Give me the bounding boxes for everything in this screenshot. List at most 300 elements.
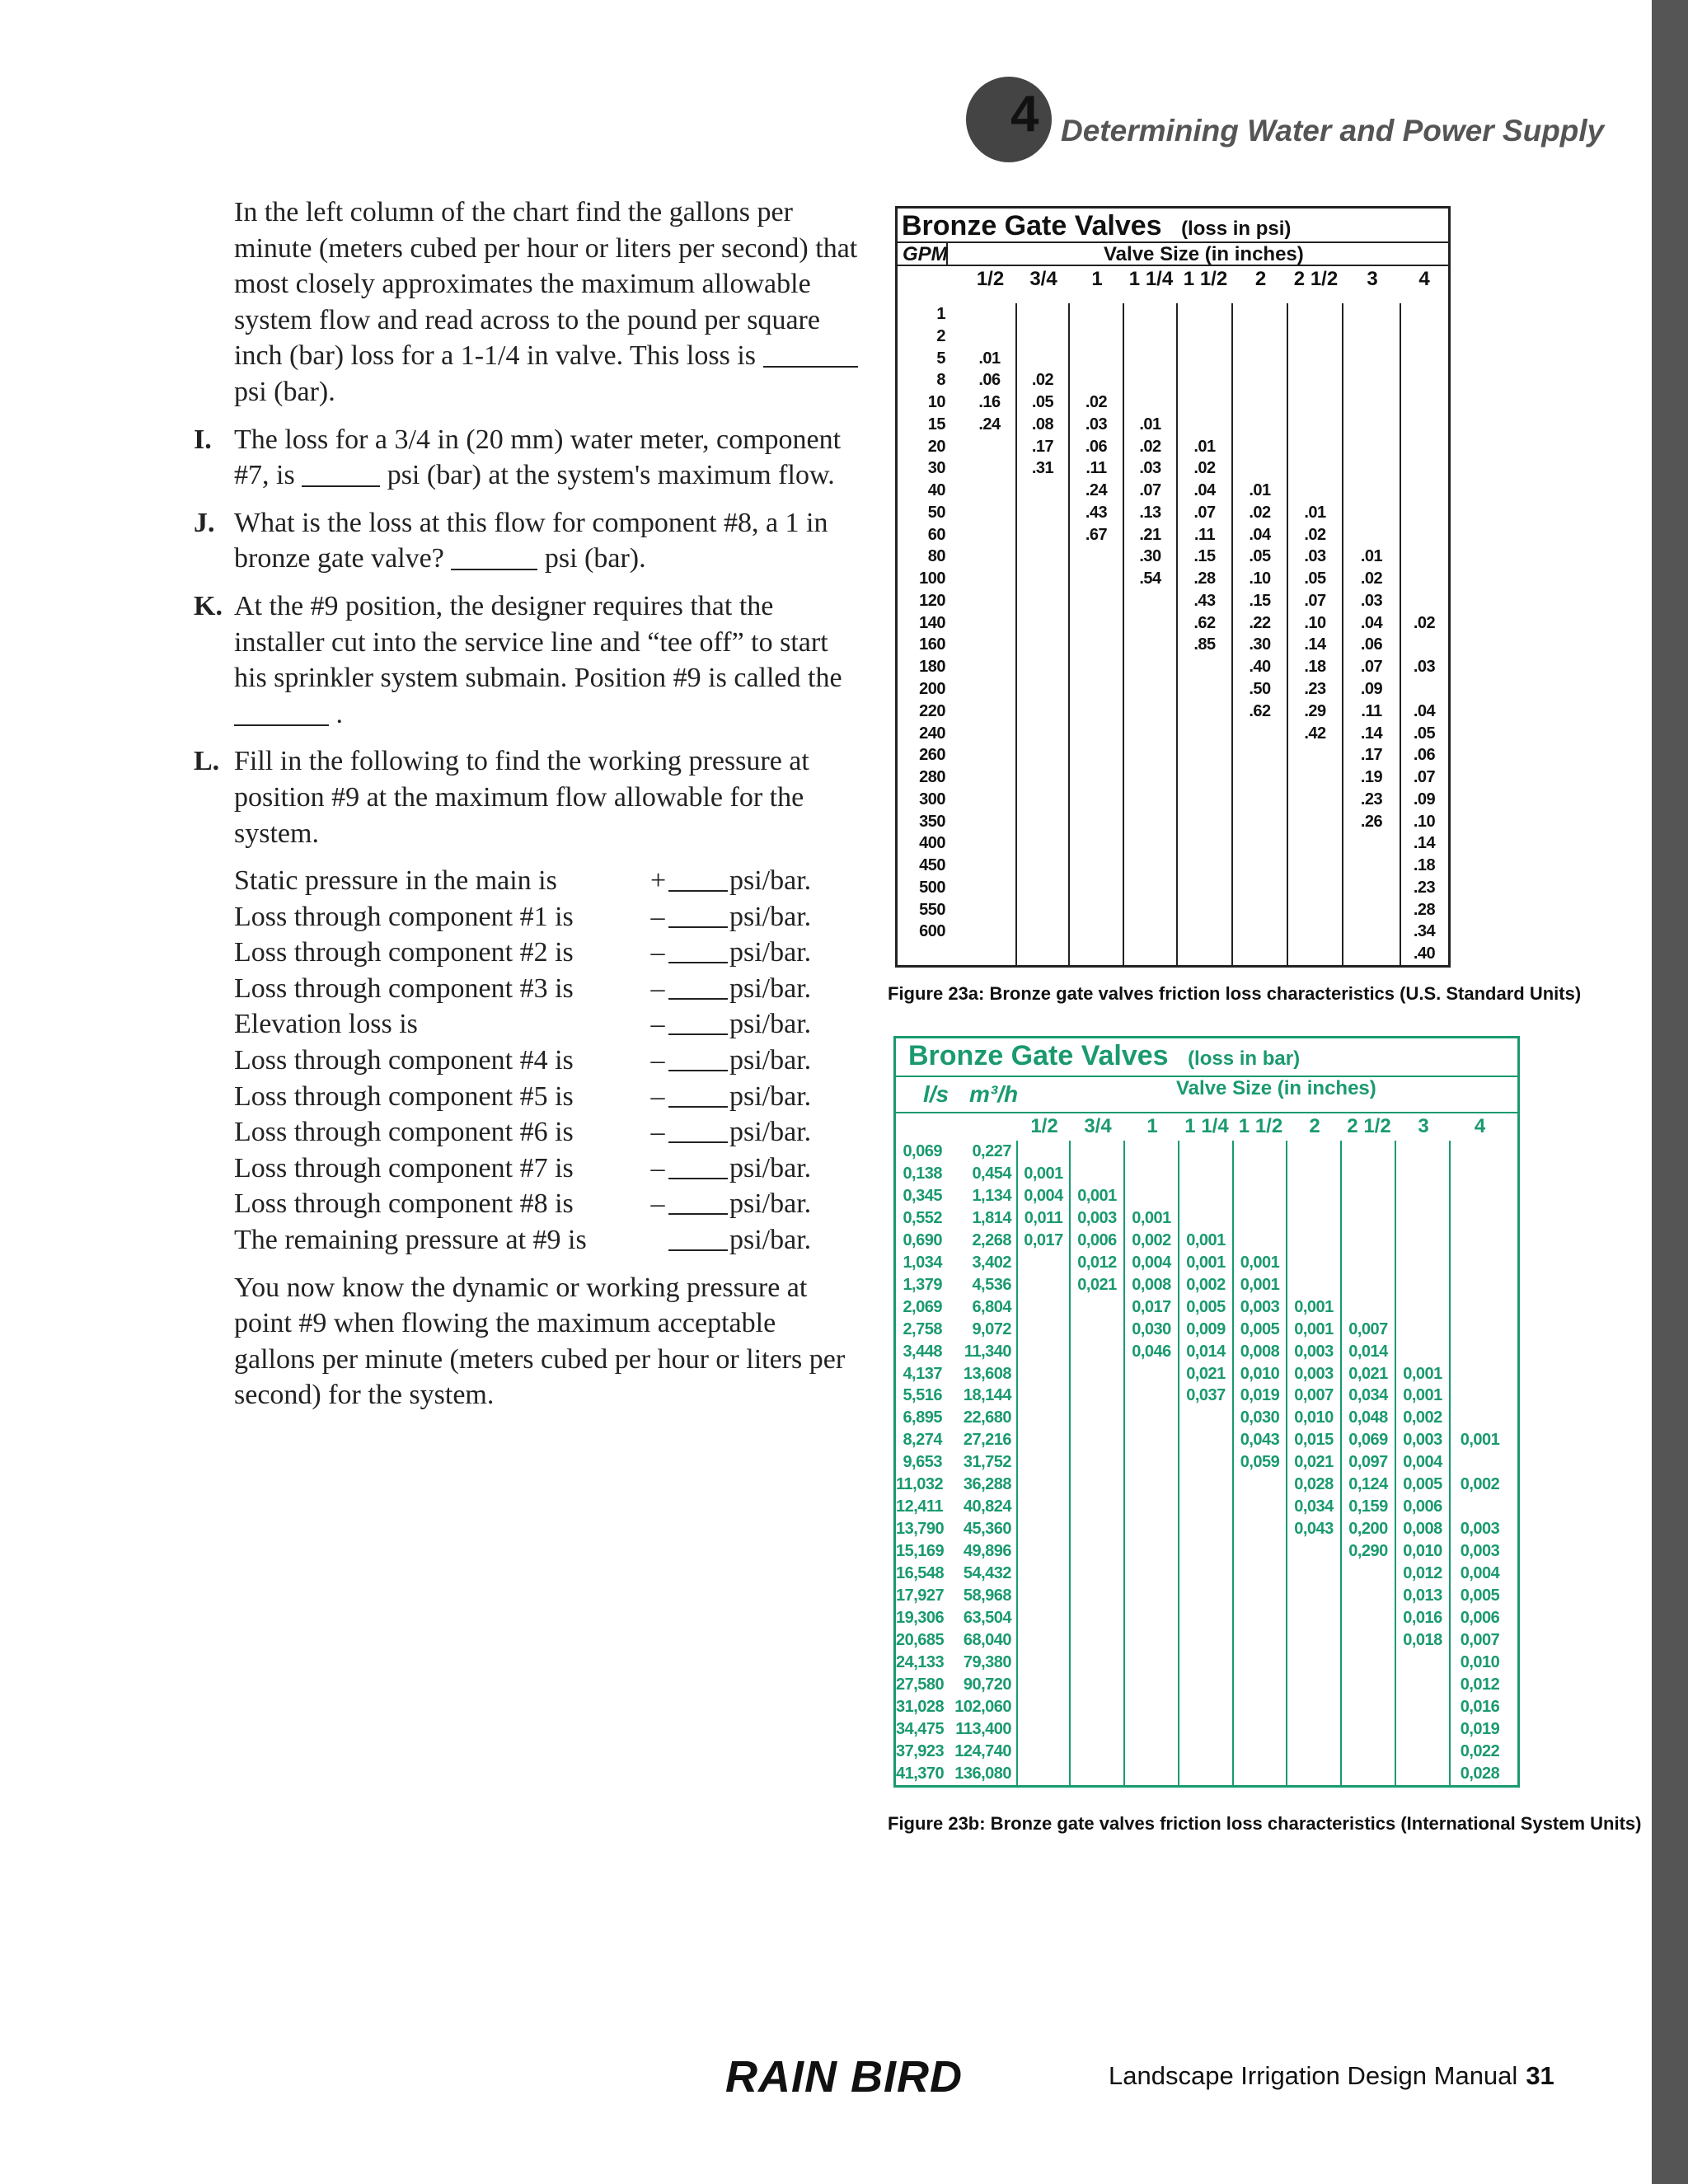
loss-value: 0,003 (1077, 1208, 1117, 1227)
loss-value (1288, 766, 1342, 789)
valve-column (1233, 303, 1288, 965)
loss-value: 0,016 (1403, 1609, 1442, 1628)
loss-value: .06 (978, 371, 1001, 390)
loss-value (1451, 1230, 1509, 1252)
flow-value: 54,432 (963, 1564, 1011, 1583)
flow-value: 500 (919, 878, 945, 897)
loss-value (1071, 1385, 1123, 1407)
valve-size-label: 1/2 (976, 268, 1005, 290)
closing-paragraph: You now know the dynamic or working pressure at point #9 when flowing the maximum acceptable gallons per minute (meters cubed per hour or liters per second) for the system. (234, 1272, 846, 1411)
loss-value (1179, 1674, 1232, 1696)
loss-value (1178, 369, 1231, 391)
flow-value: 102,060 (954, 1697, 1011, 1716)
flow-value: 37,923 (896, 1741, 945, 1760)
loss-value: .03 (1139, 459, 1161, 478)
loss-value: .67 (1085, 525, 1108, 544)
worksheet-unit: psi/bar. (729, 901, 812, 932)
flow-value: 2 (936, 326, 945, 345)
loss-value: .05 (1249, 547, 1271, 566)
loss-value (1017, 326, 1068, 348)
loss-value (1178, 877, 1231, 899)
loss-value (1233, 832, 1287, 855)
loss-value: 0,018 (1403, 1630, 1442, 1649)
flow-value: 10 (927, 393, 945, 412)
flow-value: 400 (919, 834, 945, 853)
loss-value (1179, 1474, 1232, 1496)
loss-value (1342, 1141, 1395, 1163)
loss-value: 0,001 (1186, 1230, 1226, 1249)
intro-paragraph: In the left column of the chart find the gallons per minute (meters cubed per hour or liters per second) that most closely approximates the maximum allowable system flow and read across to the pound per square inch (bar) loss for a 1-1/4 in valve. This loss is psi (bar). (234, 197, 858, 407)
loss-value (1396, 1252, 1449, 1274)
loss-value (1451, 1319, 1509, 1341)
loss-value (1343, 855, 1400, 877)
loss-value: .11 (1085, 459, 1107, 478)
exercise-text (194, 194, 861, 1413)
loss-value: 0,290 (1348, 1542, 1388, 1561)
loss-value: .24 (978, 415, 1001, 434)
loss-value (1343, 348, 1400, 370)
loss-value (964, 701, 1015, 723)
loss-value: 0,001 (1294, 1319, 1334, 1338)
loss-value (1017, 678, 1068, 701)
worksheet-row (234, 935, 861, 971)
worksheet-unit: psi/bar. (729, 1152, 812, 1183)
flow-value: 140 (919, 613, 945, 632)
valve-column (1017, 303, 1070, 965)
flow-value: 11,032 (896, 1475, 944, 1494)
loss-value (1178, 303, 1231, 326)
loss-value (964, 899, 1015, 921)
loss-value (1017, 303, 1068, 326)
loss-value: .03 (1413, 658, 1436, 677)
valve-column (1071, 1141, 1125, 1785)
loss-value (1071, 1696, 1123, 1718)
flow-value: 0,454 (972, 1164, 1011, 1183)
loss-value (1124, 701, 1176, 723)
loss-value (1017, 348, 1068, 370)
loss-value: .30 (1249, 635, 1271, 654)
loss-value (1124, 877, 1176, 899)
loss-value (1125, 1163, 1178, 1185)
loss-value: 0,001 (1077, 1186, 1117, 1205)
loss-value: .02 (1360, 569, 1383, 588)
loss-value (964, 855, 1015, 877)
loss-value (1233, 348, 1287, 370)
loss-value (1234, 1629, 1286, 1652)
loss-value (1343, 877, 1400, 899)
loss-value: 0,004 (1024, 1186, 1063, 1205)
loss-value (1233, 723, 1287, 745)
loss-value: .30 (1139, 547, 1161, 566)
loss-value (1288, 414, 1342, 436)
loss-value (1396, 1763, 1449, 1785)
loss-value: 0,008 (1132, 1275, 1171, 1294)
loss-value (1125, 1718, 1178, 1741)
loss-value: .02 (1031, 371, 1054, 390)
loss-value: .62 (1249, 701, 1271, 720)
flow-value: 30 (927, 459, 945, 478)
loss-value (1070, 701, 1123, 723)
chapter-number: 4 (1010, 86, 1039, 143)
loss-value: 0,010 (1403, 1542, 1442, 1561)
loss-value (1125, 1518, 1178, 1540)
worksheet-unit: psi/bar. (729, 937, 812, 968)
loss-value (1396, 1652, 1449, 1674)
worksheet-label: Loss through component #6 is (234, 1117, 574, 1148)
loss-value (1071, 1652, 1123, 1674)
loss-value: 0,048 (1348, 1408, 1388, 1427)
loss-value (1234, 1696, 1286, 1718)
loss-value (1233, 369, 1287, 391)
loss-value (1124, 303, 1176, 326)
loss-value (1125, 1629, 1178, 1652)
loss-value (1234, 1674, 1286, 1696)
loss-value (1178, 678, 1231, 701)
loss-value: .50 (1249, 680, 1271, 699)
valve-size-label: 2 1/2 (1293, 268, 1339, 290)
loss-value (1124, 369, 1176, 391)
flow-value: 17,927 (896, 1586, 945, 1605)
loss-value (1124, 921, 1176, 943)
flow-value: 15,169 (896, 1542, 945, 1561)
loss-value (1179, 1563, 1232, 1585)
loss-value (1017, 612, 1068, 635)
answer-blank[interactable] (302, 457, 380, 487)
flow-value: 0,690 (903, 1230, 942, 1249)
loss-value (1124, 789, 1176, 811)
pressure-worksheet (234, 863, 861, 1258)
loss-value (1287, 1607, 1340, 1629)
loss-value (1288, 832, 1342, 855)
loss-value: .01 (1139, 415, 1161, 434)
loss-value (1017, 524, 1068, 546)
worksheet-label: Loss through component #5 is (234, 1080, 574, 1112)
loss-value (1287, 1763, 1340, 1785)
loss-value (1287, 1652, 1340, 1674)
flow-value: 2,069 (903, 1297, 942, 1316)
loss-value (1233, 877, 1287, 899)
loss-value (1288, 789, 1342, 811)
answer-blank[interactable] (451, 541, 537, 570)
answer-blank[interactable] (763, 338, 858, 368)
loss-value (1178, 766, 1231, 789)
loss-value: .05 (1304, 569, 1326, 588)
worksheet-label: Static pressure in the main is (234, 865, 557, 897)
loss-value (1401, 457, 1447, 480)
flow-value: 11,340 (964, 1342, 1011, 1361)
valve-column (1288, 303, 1343, 965)
loss-value: 0,005 (1186, 1297, 1226, 1316)
loss-value (1179, 1207, 1232, 1230)
worksheet-operator: – (650, 1080, 665, 1112)
flow-value: 240 (919, 724, 945, 743)
loss-value: .06 (1413, 746, 1436, 765)
loss-value (1401, 414, 1447, 436)
loss-value (1125, 1407, 1178, 1429)
flow-value: 50 (927, 503, 945, 522)
valve-size-label: 1/2 (1030, 1115, 1058, 1137)
loss-value (1018, 1407, 1069, 1429)
loss-value (1401, 480, 1447, 502)
loss-value (1017, 546, 1068, 568)
loss-value (1342, 1252, 1395, 1274)
flow-value: 41,370 (896, 1764, 945, 1783)
loss-value: 0,012 (1077, 1253, 1117, 1272)
loss-value (1178, 855, 1231, 877)
loss-value: 0,001 (1240, 1275, 1280, 1294)
valve-size-header: Valve Size (in inches) (1176, 1077, 1376, 1099)
worksheet-operator: – (650, 1009, 665, 1040)
loss-value (1070, 899, 1123, 921)
loss-value (1288, 369, 1342, 391)
loss-value (1071, 1585, 1123, 1607)
loss-value (964, 678, 1015, 701)
loss-value (1017, 656, 1068, 678)
flow-value: 40,824 (963, 1497, 1011, 1516)
loss-value (1070, 656, 1123, 678)
loss-value (1287, 1718, 1340, 1741)
loss-value: .10 (1413, 812, 1436, 831)
flow-value: 18,144 (963, 1386, 1011, 1405)
valve-size-label: 2 (1254, 268, 1267, 290)
worksheet-row (234, 1222, 861, 1258)
valve-column (1234, 1141, 1287, 1785)
loss-value (1234, 1496, 1286, 1518)
loss-value: 0,006 (1403, 1497, 1442, 1516)
loss-value (1179, 1763, 1232, 1785)
loss-value: 0,011 (1024, 1208, 1063, 1227)
loss-value (1125, 1540, 1178, 1563)
loss-value: .04 (1249, 525, 1271, 544)
loss-value (1288, 855, 1342, 877)
flow-value: 0,552 (903, 1208, 942, 1227)
loss-value (1234, 1518, 1286, 1540)
loss-value (1018, 1763, 1069, 1785)
worksheet-blank[interactable] (668, 1079, 728, 1108)
loss-value: .18 (1413, 856, 1436, 875)
loss-value (1018, 1741, 1069, 1763)
valve-column (1287, 1141, 1342, 1785)
loss-value (1179, 1741, 1232, 1763)
loss-value: 0,021 (1186, 1364, 1226, 1383)
valve-size-label: 1 1/2 (1238, 1115, 1283, 1137)
loss-value (1234, 1163, 1286, 1185)
loss-value: .07 (1193, 503, 1216, 522)
loss-value (1401, 524, 1447, 546)
loss-value (1401, 590, 1447, 612)
loss-value: 0,005 (1460, 1586, 1500, 1605)
loss-value: 0,002 (1403, 1408, 1442, 1427)
worksheet-blank[interactable] (668, 1114, 728, 1143)
loss-value: .02 (1193, 459, 1216, 478)
loss-value (1125, 1185, 1178, 1207)
loss-value (1234, 1474, 1286, 1496)
worksheet-unit: psi/bar. (729, 1117, 812, 1148)
loss-value: .28 (1413, 900, 1436, 919)
loss-value (1288, 391, 1342, 414)
worksheet-blank[interactable] (668, 1043, 728, 1071)
flow-value: 5,516 (903, 1386, 942, 1405)
loss-value (1233, 744, 1287, 766)
loss-value: 0,017 (1024, 1230, 1063, 1249)
loss-value: 0,030 (1132, 1319, 1171, 1338)
worksheet-blank[interactable] (668, 935, 728, 963)
loss-value (1179, 1540, 1232, 1563)
loss-value: .03 (1360, 591, 1383, 610)
valve-column (1451, 1141, 1509, 1785)
loss-value: .28 (1193, 569, 1216, 588)
loss-value (1288, 326, 1342, 348)
worksheet-blank[interactable] (668, 863, 728, 892)
loss-value (1124, 766, 1176, 789)
worksheet-label: Loss through component #4 is (234, 1045, 574, 1076)
loss-value (1233, 414, 1287, 436)
loss-value (1451, 1274, 1509, 1296)
worksheet-blank[interactable] (668, 1222, 728, 1251)
loss-value (1343, 436, 1400, 458)
loss-value (1233, 391, 1287, 414)
loss-value: .31 (1031, 459, 1054, 478)
loss-value (1070, 744, 1123, 766)
loss-value (1018, 1252, 1069, 1274)
worksheet-unit: psi/bar. (729, 1009, 812, 1040)
gpm-column (898, 303, 964, 965)
loss-value (1018, 1674, 1069, 1696)
flow-value: 550 (919, 900, 945, 919)
loss-value (1070, 546, 1123, 568)
loss-value (964, 877, 1015, 899)
loss-value (1451, 1407, 1509, 1429)
loss-value (1179, 1518, 1232, 1540)
loss-value (1124, 855, 1176, 877)
loss-value (1070, 921, 1123, 943)
loss-value: 0,021 (1348, 1364, 1388, 1383)
loss-value (1233, 457, 1287, 480)
loss-value: 0,097 (1348, 1453, 1388, 1472)
loss-value: 0,030 (1240, 1408, 1280, 1427)
loss-value (1017, 480, 1068, 502)
answer-blank[interactable] (234, 696, 329, 726)
worksheet-label: Loss through component #2 is (234, 937, 574, 968)
loss-value (1018, 1540, 1069, 1563)
loss-value (1018, 1496, 1069, 1518)
loss-value (1343, 524, 1400, 546)
loss-value (964, 943, 1015, 965)
loss-value (1233, 789, 1287, 811)
loss-value (1125, 1141, 1178, 1163)
loss-value: 0,001 (1024, 1164, 1063, 1183)
loss-value: .15 (1193, 547, 1216, 566)
loss-value: .07 (1360, 658, 1383, 677)
worksheet-blank[interactable] (668, 1186, 728, 1215)
loss-value: 0,005 (1240, 1319, 1280, 1338)
loss-value (1178, 701, 1231, 723)
loss-value (1017, 811, 1068, 833)
loss-value (964, 524, 1015, 546)
flow-value: 1,814 (972, 1208, 1011, 1227)
loss-value (964, 568, 1015, 590)
flow-value: 34,475 (896, 1719, 945, 1738)
loss-value (1070, 877, 1123, 899)
loss-value (1071, 1163, 1123, 1185)
worksheet-blank[interactable] (668, 971, 728, 1000)
loss-value (1070, 612, 1123, 635)
valve-column (1178, 303, 1233, 965)
loss-value (1017, 789, 1068, 811)
worksheet-row (234, 863, 861, 899)
flow-value: 124,740 (954, 1741, 1011, 1760)
flow-value: 113,400 (955, 1719, 1011, 1738)
loss-value (1401, 502, 1447, 524)
loss-value (1342, 1674, 1395, 1696)
loss-value: .23 (1360, 790, 1383, 808)
worksheet-blank[interactable] (668, 1151, 728, 1179)
valve-size-label: 3/4 (1084, 1115, 1112, 1137)
loss-value (1451, 1163, 1509, 1185)
loss-value (1018, 1652, 1069, 1674)
loss-value: .11 (1193, 525, 1216, 544)
loss-value: .05 (1031, 393, 1054, 412)
worksheet-blank[interactable] (668, 899, 728, 928)
loss-value: 0,002 (1186, 1275, 1226, 1294)
loss-value (1125, 1474, 1178, 1496)
loss-value (1124, 811, 1176, 833)
loss-value (1125, 1652, 1178, 1674)
loss-value: .23 (1304, 680, 1326, 699)
loss-value: 0,043 (1240, 1431, 1280, 1450)
loss-value (1070, 766, 1123, 789)
loss-value (1287, 1141, 1340, 1163)
loss-value: .02 (1085, 393, 1108, 412)
loss-value (1124, 723, 1176, 745)
loss-value: .43 (1085, 503, 1108, 522)
worksheet-blank[interactable] (668, 1006, 728, 1035)
loss-value (1017, 634, 1068, 656)
loss-value (1071, 1496, 1123, 1518)
flow-value: 40 (927, 481, 945, 500)
loss-value: 0,003 (1240, 1297, 1280, 1316)
flow-value: 19,306 (896, 1609, 945, 1628)
valve-column (1018, 1141, 1071, 1785)
flow-value: 20 (927, 437, 945, 456)
valve-size-header: Valve Size (in inches) (1104, 243, 1304, 265)
valve-size-label: 1 1/4 (1184, 1115, 1229, 1137)
loss-value (964, 326, 1015, 348)
worksheet-label: Loss through component #8 is (234, 1188, 574, 1220)
loss-value (1070, 634, 1123, 656)
flow-value: 100 (919, 569, 945, 588)
page-edge-bar (1652, 0, 1688, 2184)
loss-value (1179, 1451, 1232, 1474)
loss-value: 0,015 (1294, 1431, 1334, 1450)
loss-value: 0,200 (1348, 1520, 1388, 1539)
loss-value: .01 (1304, 503, 1326, 522)
valve-column (1401, 303, 1447, 965)
loss-value (1342, 1185, 1395, 1207)
loss-value: .01 (1193, 437, 1216, 456)
loss-value: 0,007 (1460, 1630, 1500, 1649)
loss-value (1071, 1429, 1123, 1451)
loss-value: 0,034 (1294, 1497, 1334, 1516)
loss-value (1125, 1385, 1178, 1407)
worksheet-unit: psi/bar. (729, 1225, 812, 1256)
worksheet-operator (650, 1222, 665, 1258)
loss-value: 0,003 (1294, 1342, 1334, 1361)
rain-bird-logo: RAIN BIRD (725, 2052, 963, 2102)
loss-value: .19 (1360, 768, 1383, 787)
loss-value (1287, 1163, 1340, 1185)
flow-value: 27,216 (963, 1431, 1011, 1450)
